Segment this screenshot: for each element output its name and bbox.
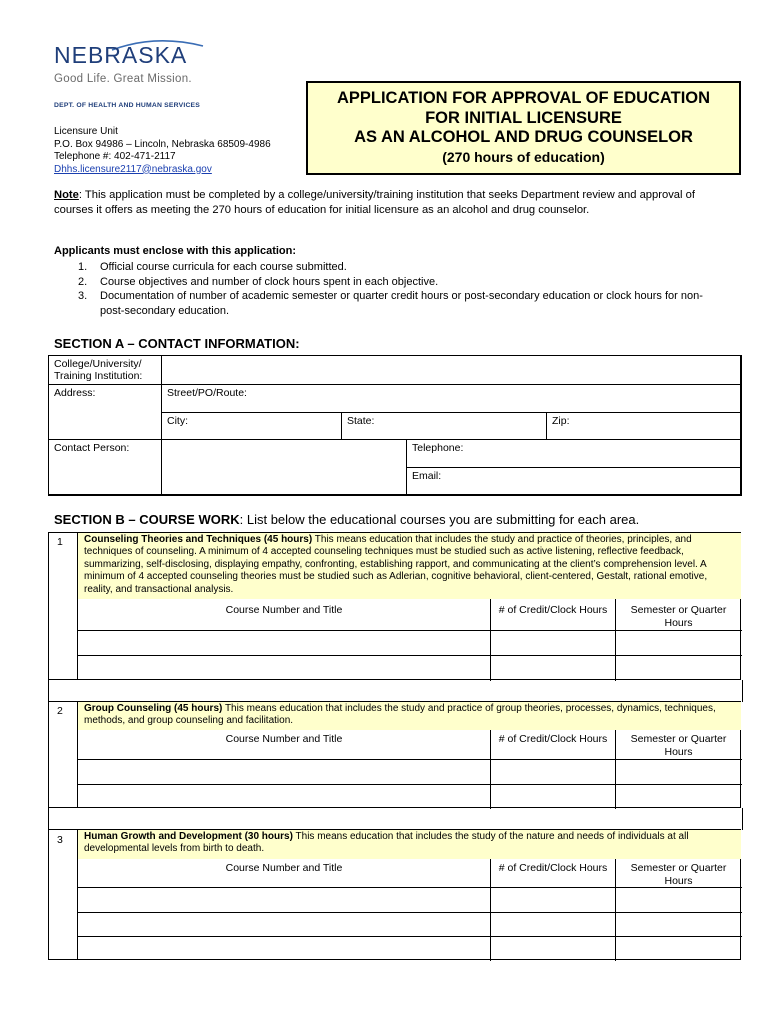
area-number: 2 [57,705,63,717]
telephone-field[interactable] [406,439,742,468]
col-credit-header: # of Credit/Clock Hours [498,604,608,616]
address-label: Address: [48,384,162,440]
email-field[interactable] [406,467,742,496]
street-field[interactable] [161,384,742,413]
email-label: Email: [412,470,442,482]
col-semester-header: Semester or Quarter Hours [630,604,727,629]
unit-email-link[interactable]: Dhhs.licensure2117@nebraska.gov [54,163,212,175]
col-course-header: Course Number and Title [225,862,343,874]
state-field[interactable] [341,412,547,440]
unit-name: Licensure Unit [54,126,118,137]
area-description: Human Growth and Development (30 hours) This means education that includes the study of the nature and needs of individuals at all developmental levels from birth to death. [78,830,741,859]
telephone-label: Telephone: [412,442,464,454]
area-number: 1 [57,536,63,548]
course-title-input[interactable] [78,913,490,935]
logo-department: DEPT. OF HEALTH AND HUMAN SERVICES [54,102,201,109]
zip-field[interactable] [546,412,742,440]
logo-tagline: Good Life. Great Mission. [54,73,192,85]
list-item: 1. Official course curricula for each course submitted. [78,261,347,273]
course-title-input[interactable] [78,656,490,679]
state-label: State: [347,415,375,427]
col-semester-header: Semester or Quarter Hours [630,862,727,887]
section-a-heading: SECTION A – CONTACT INFORMATION: [54,336,300,351]
list-item: 2. Course objectives and number of clock hours spent in each objective. [78,275,439,288]
col-semester-header: Semester or Quarter Hours [630,733,727,758]
title-line-4: (270 hours of education) [442,148,605,165]
form-title-box [306,81,741,175]
city-field[interactable] [161,412,342,440]
course-title-input[interactable] [78,785,490,808]
course-area-2 [48,701,741,808]
college-input[interactable] [161,355,742,385]
course-title-input[interactable] [78,937,490,960]
unit-address: P.O. Box 94986 – Lincoln, Nebraska 68509-4986 [54,138,271,150]
title-line-2: FOR INITIAL LICENSURE [425,108,622,127]
enclose-heading: Applicants must enclose with this application: [54,245,297,257]
section-b-heading: SECTION B – COURSE WORK: List below the educational courses you are submitting for each area. [54,512,640,527]
unit-phone: Telephone #: 402-471-2117 [54,151,176,162]
college-label: College/University/ Training Institution: [48,355,162,385]
area-number: 3 [57,834,63,846]
street-label: Street/PO/Route: [167,387,247,399]
note-text: : This application must be completed by a college/university/training institution that seeks Department review and approval of courses it offers as meeting the 270 hours of education for initial licensure as an alcohol and drug counselor. [54,189,695,216]
course-area-1 [48,532,741,680]
title-line-1: APPLICATION FOR APPROVAL OF EDUCATION [336,89,711,107]
col-course-header: Course Number and Title [225,733,343,745]
city-label: City: [167,415,188,427]
contact-person-label: Contact Person: [48,439,162,496]
logo-wordmark: NEBRASKA [54,42,188,68]
course-area-3 [48,829,741,960]
contact-table [48,355,741,495]
list-item: 3. Documentation of number of academic semester or quarter credit hours or post-secondary education or clock hours for non-post-secondary education. [78,290,703,317]
zip-label: Zip: [552,415,570,427]
area-description: Group Counseling (45 hours) This means education that includes the study and practice of group theories, processes, dynamics, techniques, methods, and group counseling and facilitation. [78,702,741,730]
col-credit-header: # of Credit/Clock Hours [498,862,608,874]
note-label: Note [54,189,79,201]
enclose-list [54,260,724,318]
course-title-input[interactable] [78,760,490,783]
contact-person-input[interactable] [161,439,407,496]
col-course-header: Course Number and Title [225,604,343,616]
course-title-input[interactable] [78,888,490,911]
course-title-input[interactable] [78,631,490,654]
col-credit-header: # of Credit/Clock Hours [498,733,608,745]
area-description: Counseling Theories and Techniques (45 hours) This means education that includes the study and practice of theories, principles, and techniques of counseling. A minimum of 4 accepted counseling techniques must be studied such as active listening, reflective feedback, summarizing, self-disclosing, displaying empathy, confronting, establishing rapport, and communicating at the client’s comprehension level. A minimum of 4 accepted counseling theories must be studied such as Adlerian, cognitive behavioral, client-centered, Gestalt, rational emotive, reality, and transactional analysis. [78,533,741,599]
licensure-unit-contact [54,126,271,176]
title-line-3: AS AN ALCOHOL AND DRUG COUNSELOR [354,128,693,146]
note-paragraph [54,188,729,218]
